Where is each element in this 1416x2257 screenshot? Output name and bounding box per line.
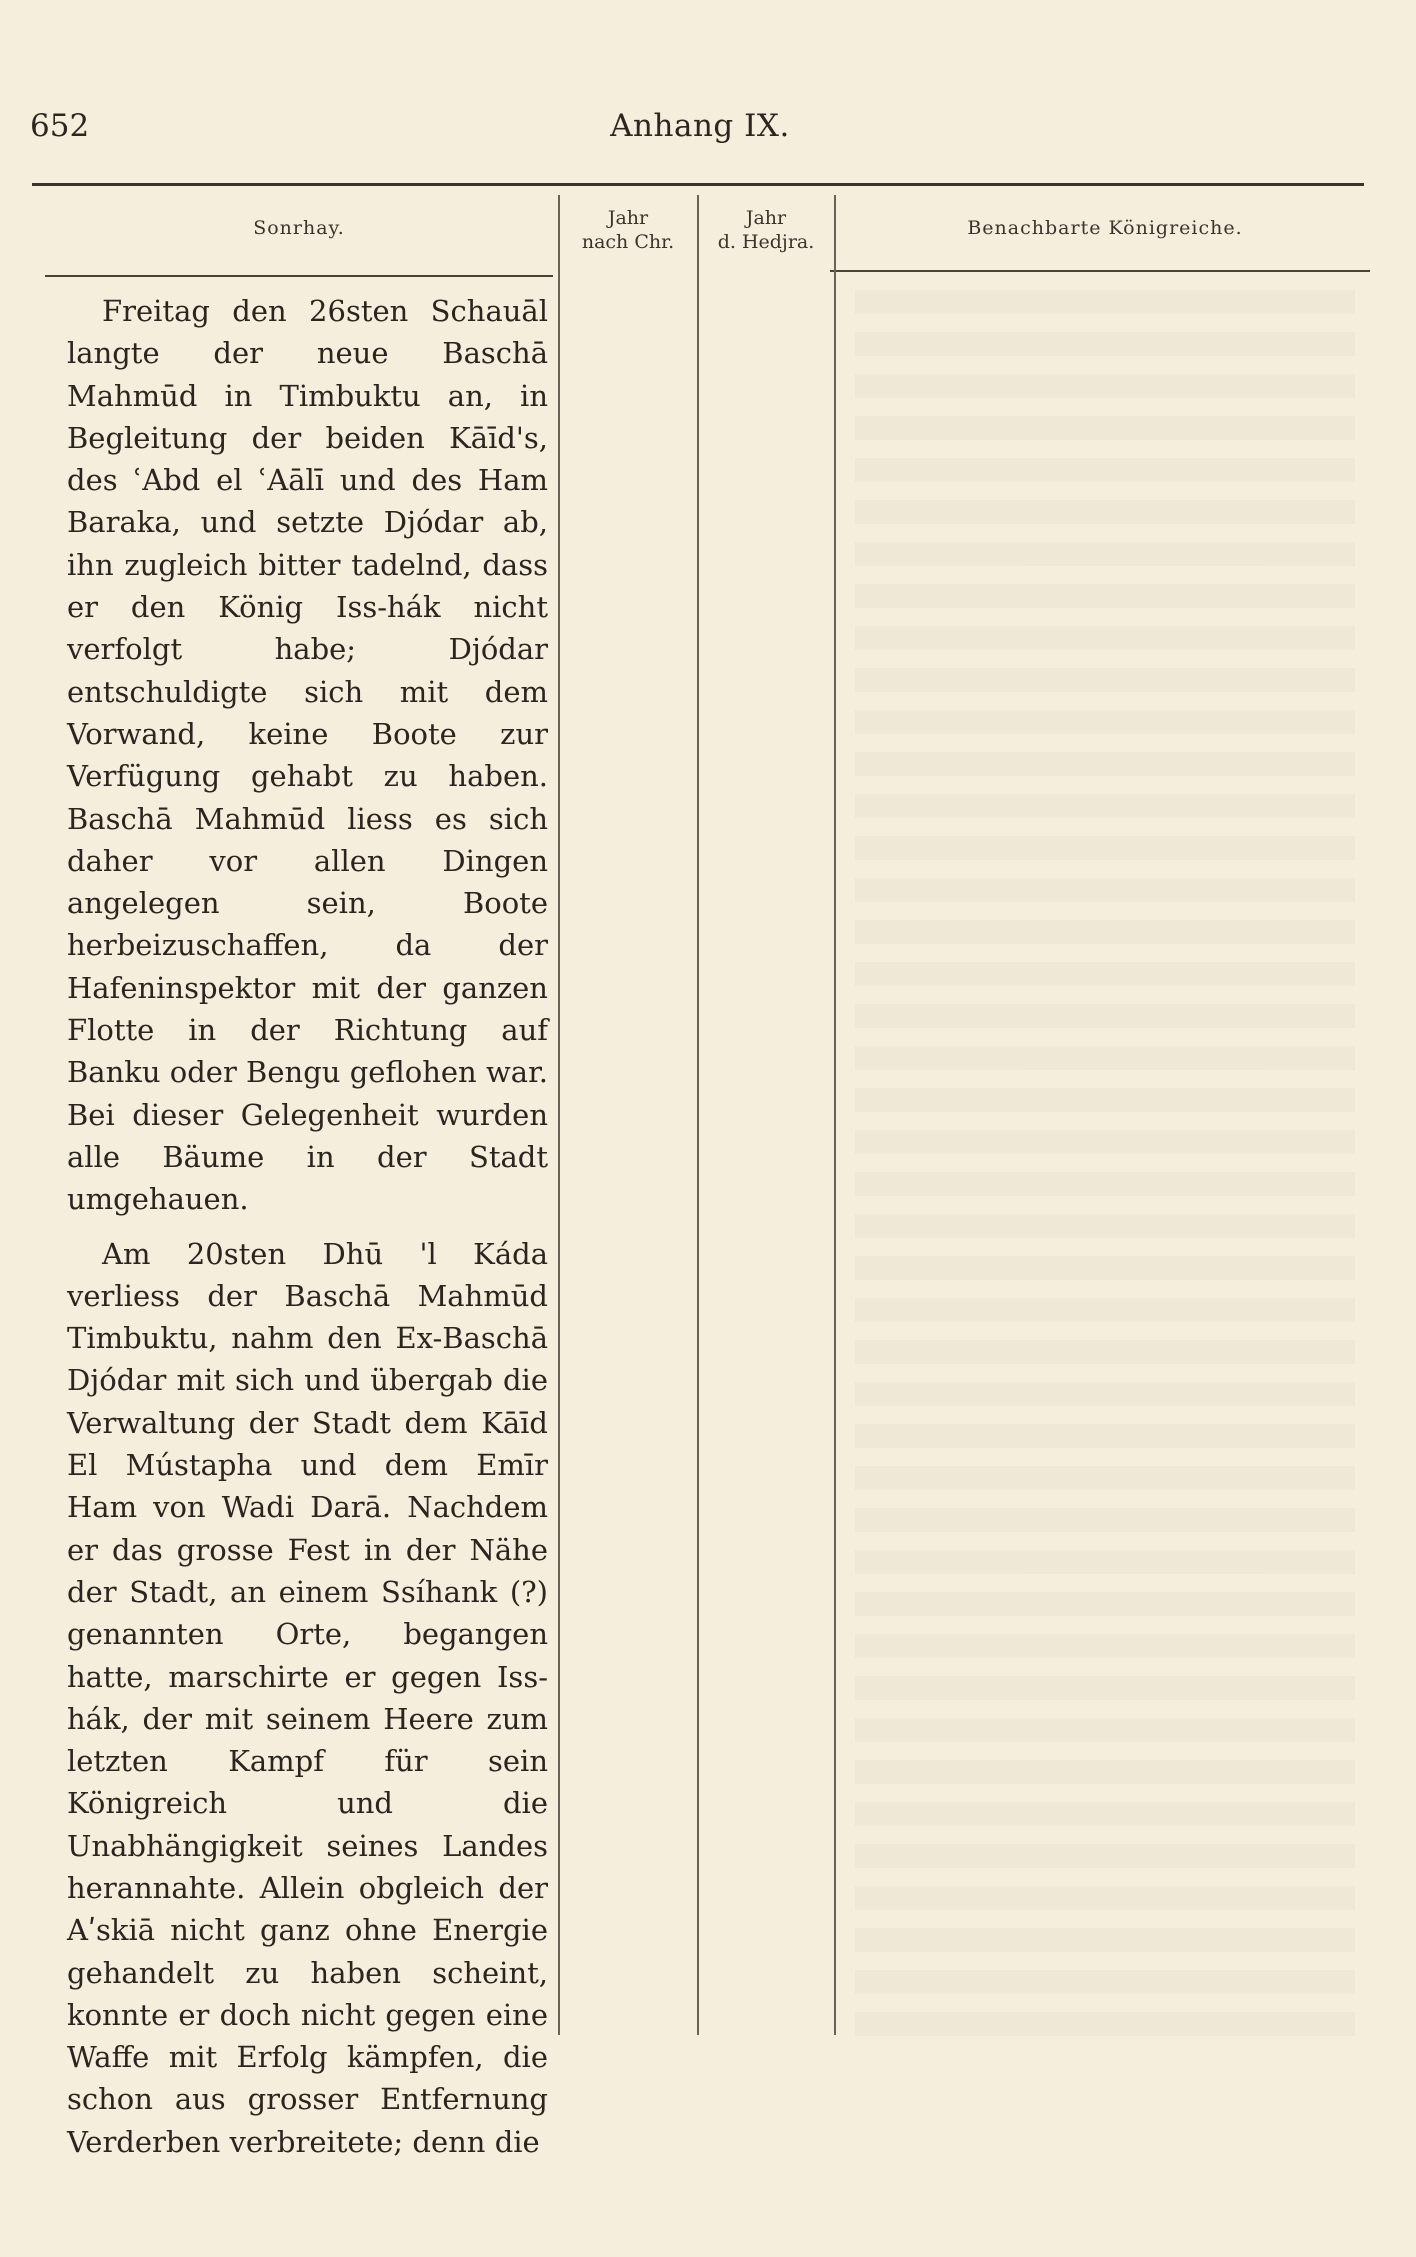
column-header-year-hijra-line2: d. Hedjra. bbox=[717, 231, 815, 253]
column-header-year-ad-line2: nach Chr. bbox=[581, 231, 675, 253]
column-divider-2 bbox=[697, 195, 699, 2035]
column-header-kingdoms: Benachbarte Königreiche. bbox=[967, 217, 1243, 239]
column-header-sonrhay: Sonrhay. bbox=[253, 217, 345, 239]
paragraph-1: Freitag den 26sten Schauāl langte der neue Baschā Mahmūd in Timbuktu an, in Begleitung der beiden Kāīd's, des ʿAbd el ʿAālī und des Ham Baraka, und setzte Djódar ab, ihn zugleich bitter tadelnd, dass er den König Iss-hák nicht verfolgt habe; Djódar entschuldigte sich mit dem Vorwand, keine Boote zur Verfügung gehabt zu haben. Baschā Mahmūd liess es sich daher vor allen Dingen angelegen sein, Boote herbeizuschaffen, da der Hafeninspektor mit der ganzen Flotte in der Richtung auf Banku oder Bengu geflohen war. Bei dieser Gelegenheit wurden alle Bäume in der Stadt umgehauen. bbox=[67, 294, 548, 1217]
header-rule-kingdoms bbox=[830, 270, 1370, 272]
column-divider-3 bbox=[834, 195, 836, 2035]
sonrhay-column-text bbox=[67, 290, 548, 2163]
show-through-text bbox=[855, 290, 1355, 2050]
column-header-year-ad bbox=[562, 206, 694, 254]
column-header-year-ad-line1: Jahr bbox=[607, 207, 649, 229]
column-header-year-hijra-line1: Jahr bbox=[745, 207, 787, 229]
running-head bbox=[30, 108, 1370, 148]
paragraph-2: Am 20sten Dhū 'l Káda verliess der Baschā Mahmūd Timbuktu, nahm den Ex-Baschā Djódar mit sich und übergab die Verwaltung der Stadt dem Kāīd El Mústapha und dem Emīr Ham von Wadi Darā. Nachdem er das grosse Fest in der Nähe der Stadt, an einem Ssíhank (?) genannten Orte, begangen hatte, marschirte er gegen Iss-hák, der mit seinem Heere zum letzten Kampf für sein Königreich und die Unabhängigkeit seines Landes herannahte. Allein obgleich der Aʹskiā nicht ganz ohne Energie gehandelt zu haben scheint, konnte er doch nicht gegen eine Waffe mit Erfolg kämpfen, die schon aus grosser Entfernung Verderben verbreitete; denn die bbox=[67, 1236, 548, 2159]
header-rule-sonrhay bbox=[45, 275, 553, 277]
column-header-year-hijra bbox=[700, 206, 832, 254]
page-number: 652 bbox=[30, 108, 90, 144]
table-top-rule bbox=[32, 183, 1364, 186]
column-divider-1 bbox=[558, 195, 560, 2035]
running-title: Anhang IX. bbox=[610, 108, 790, 144]
